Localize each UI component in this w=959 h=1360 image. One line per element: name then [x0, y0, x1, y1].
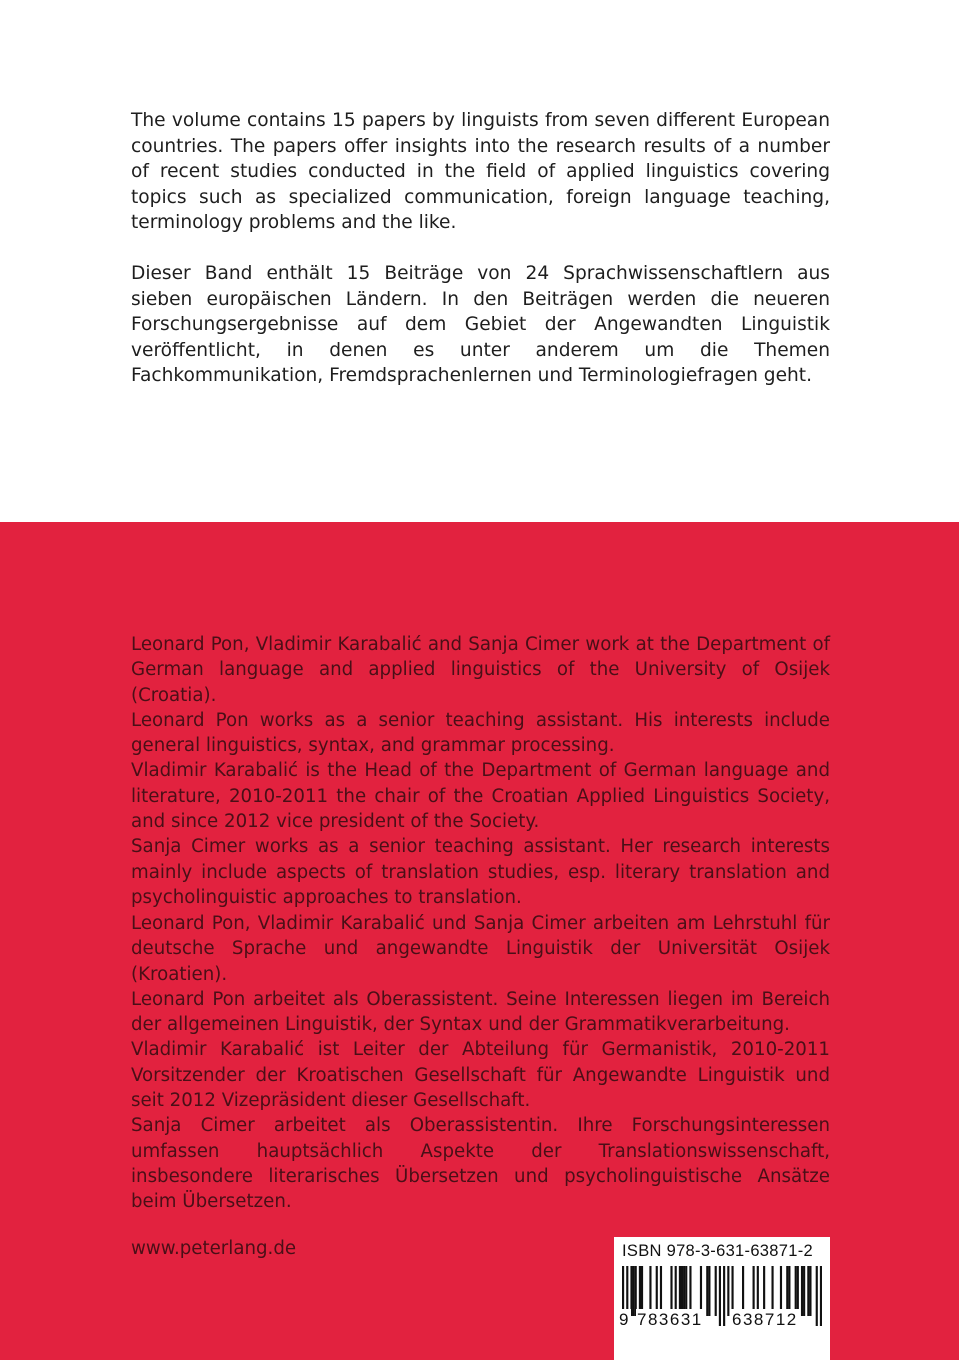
- bio-paragraph: Vladimir Karabalić ist Leiter der Abteilung für Germanistik, 2010-2011 Vorsitzender der Kroatischen Gesellschaft für Angewandte Linguistik und seit 2012 Vizepräsident dieser Gesellschaft.: [131, 1039, 830, 1112]
- blurb-german-text: Dieser Band enthält 15 Beiträge von 24 Sprachwissenschaftlern aus sieben europäischen Ländern. In den Beiträgen werden die neueren Forschungsergebnisse auf dem Gebiet der Angewandten Linguistik veröffentlicht, in denen es unter anderem um die Themen Fachkommunikation, Fremdsprachenlernen und Terminologiefragen geht.: [131, 263, 830, 387]
- author-bio-german: [131, 911, 830, 1215]
- blurb-german: [131, 261, 830, 389]
- bio-paragraph: Leonard Pon works as a senior teaching assistant. His interests include general linguistics, syntax, and grammar processing.: [131, 709, 830, 757]
- bio-paragraph: Leonard Pon, Vladimir Karabalić und Sanja Cimer arbeiten am Lehrstuhl für deutsche Sprache und angewandte Linguistik der Universität Osijek (Kroatien).: [131, 913, 830, 985]
- blurb-english: [131, 108, 830, 236]
- barcode-digit-first: 9: [619, 1310, 630, 1329]
- blurb-english-text: The volume contains 15 papers by linguists from seven different European countries. The papers offer insights into the research results of a number of recent studies conducted in the field of applied linguistics covering topics such as specialized communication, foreign language teaching, terminology problems and the like.: [131, 110, 830, 234]
- barcode-digits-right: 638712: [732, 1310, 798, 1329]
- publisher-website: www.peterlang.de: [131, 1238, 297, 1259]
- bio-paragraph: Leonard Pon, Vladimir Karabalić and Sanja Cimer work at the Department of German language and applied linguistics of the University of Osijek (Croatia).: [131, 634, 830, 706]
- isbn-barcode-block: [614, 1237, 830, 1360]
- author-bio-english: [131, 632, 830, 910]
- bio-paragraph: Sanja Cimer works as a senior teaching assistant. Her research interests mainly include aspects of translation studies, esp. literary translation and psycholinguistic approaches to translation.: [131, 836, 830, 908]
- barcode-digits-left: 783631: [637, 1310, 703, 1329]
- bio-paragraph: Leonard Pon arbeitet als Oberassistent. Seine Interessen liegen im Bereich der allgemeinen Linguistik, der Syntax und der Grammatikverarbeitung.: [131, 988, 830, 1036]
- isbn-number: ISBN 978-3-631-63871-2: [622, 1242, 813, 1260]
- bio-paragraph: Vladimir Karabalić is the Head of the Department of German language and literature, 2010-2011 the chair of the Croatian Applied Linguistics Society, and since 2012 vice president of the Society.: [131, 760, 830, 833]
- bio-paragraph: Sanja Cimer arbeitet als Oberassistentin. Ihre Forschungsinteressen umfassen hauptsächlich Aspekte der Translationswissenschaft, insbesondere literarisches Übersetzen und psycholinguistische Ansätze beim Übersetzen.: [131, 1115, 830, 1213]
- barcode-digits: [614, 1309, 830, 1331]
